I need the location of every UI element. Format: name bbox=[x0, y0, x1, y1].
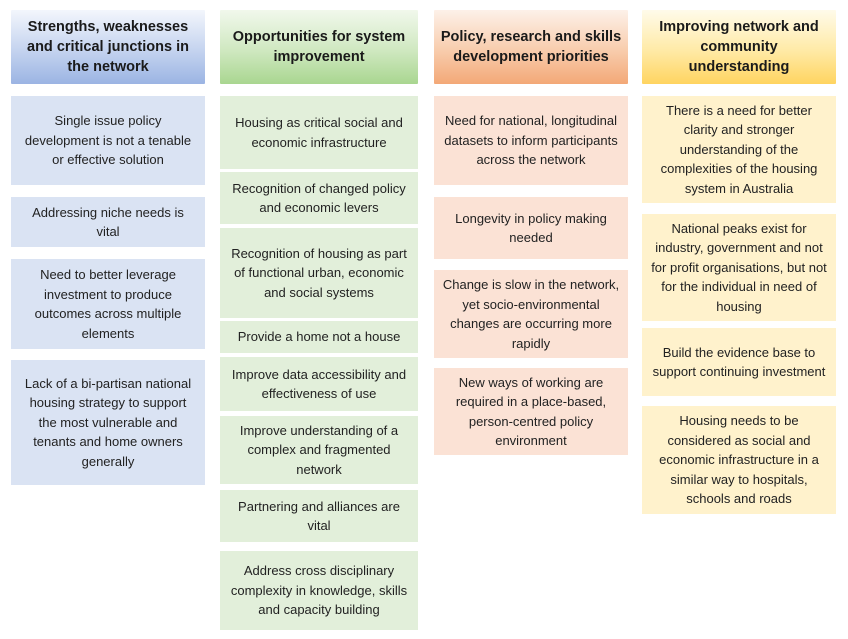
column-strengths-weaknesses bbox=[11, 10, 205, 469]
column-header-strengths: Strengths, weaknesses and critical junctions in the network bbox=[11, 10, 205, 84]
column-policy-research bbox=[434, 10, 628, 448]
column-header-opportunities: Opportunities for system improvement bbox=[220, 10, 418, 84]
card-national-datasets: Need for national, longitudinal datasets to inform participants across the network bbox=[434, 96, 628, 185]
card-critical-infrastructure: Housing as critical social and economic infrastructure bbox=[220, 96, 418, 169]
card-cross-disciplinary: Address cross disciplinary complexity in knowledge, skills and capacity building bbox=[220, 551, 418, 630]
card-social-infrastructure: Housing needs to be considered as social and economic infrastructure in a similar way to hospitals, schools and roads bbox=[642, 406, 836, 514]
card-changed-levers: Recognition of changed policy and economic levers bbox=[220, 172, 418, 224]
card-evidence-base: Build the evidence base to support continuing investment bbox=[642, 328, 836, 396]
card-policy-longevity: Longevity in policy making needed bbox=[434, 197, 628, 259]
card-niche-needs: Addressing niche needs is vital bbox=[11, 197, 205, 247]
card-home-not-house: Provide a home not a house bbox=[220, 321, 418, 353]
card-housing-clarity: There is a need for better clarity and stronger understanding of the complexities of the housing system in Australia bbox=[642, 96, 836, 203]
card-national-peaks: National peaks exist for industry, government and not for profit organisations, but not for the individual in need of housing bbox=[642, 214, 836, 321]
card-data-accessibility: Improve data accessibility and effectiveness of use bbox=[220, 357, 418, 411]
card-functional-systems: Recognition of housing as part of functional urban, economic and social systems bbox=[220, 228, 418, 318]
card-partnering-alliances: Partnering and alliances are vital bbox=[220, 490, 418, 542]
card-fragmented-network: Improve understanding of a complex and fragmented network bbox=[220, 416, 418, 484]
card-leverage-investment: Need to better leverage investment to produce outcomes across multiple elements bbox=[11, 259, 205, 349]
column-header-community: Improving network and community understanding bbox=[642, 10, 836, 84]
card-single-issue-policy: Single issue policy development is not a tenable or effective solution bbox=[11, 96, 205, 185]
column-opportunities bbox=[220, 10, 418, 618]
card-bipartisan-strategy: Lack of a bi-partisan national housing strategy to support the most vulnerable and tenants and home owners generally bbox=[11, 360, 205, 485]
card-slow-change: Change is slow in the network, yet socio-environmental changes are occurring more rapidly bbox=[434, 270, 628, 358]
card-new-ways-working: New ways of working are required in a place-based, person-centred policy environment bbox=[434, 368, 628, 455]
column-header-policy: Policy, research and skills development priorities bbox=[434, 10, 628, 84]
column-community-understanding bbox=[642, 10, 836, 507]
